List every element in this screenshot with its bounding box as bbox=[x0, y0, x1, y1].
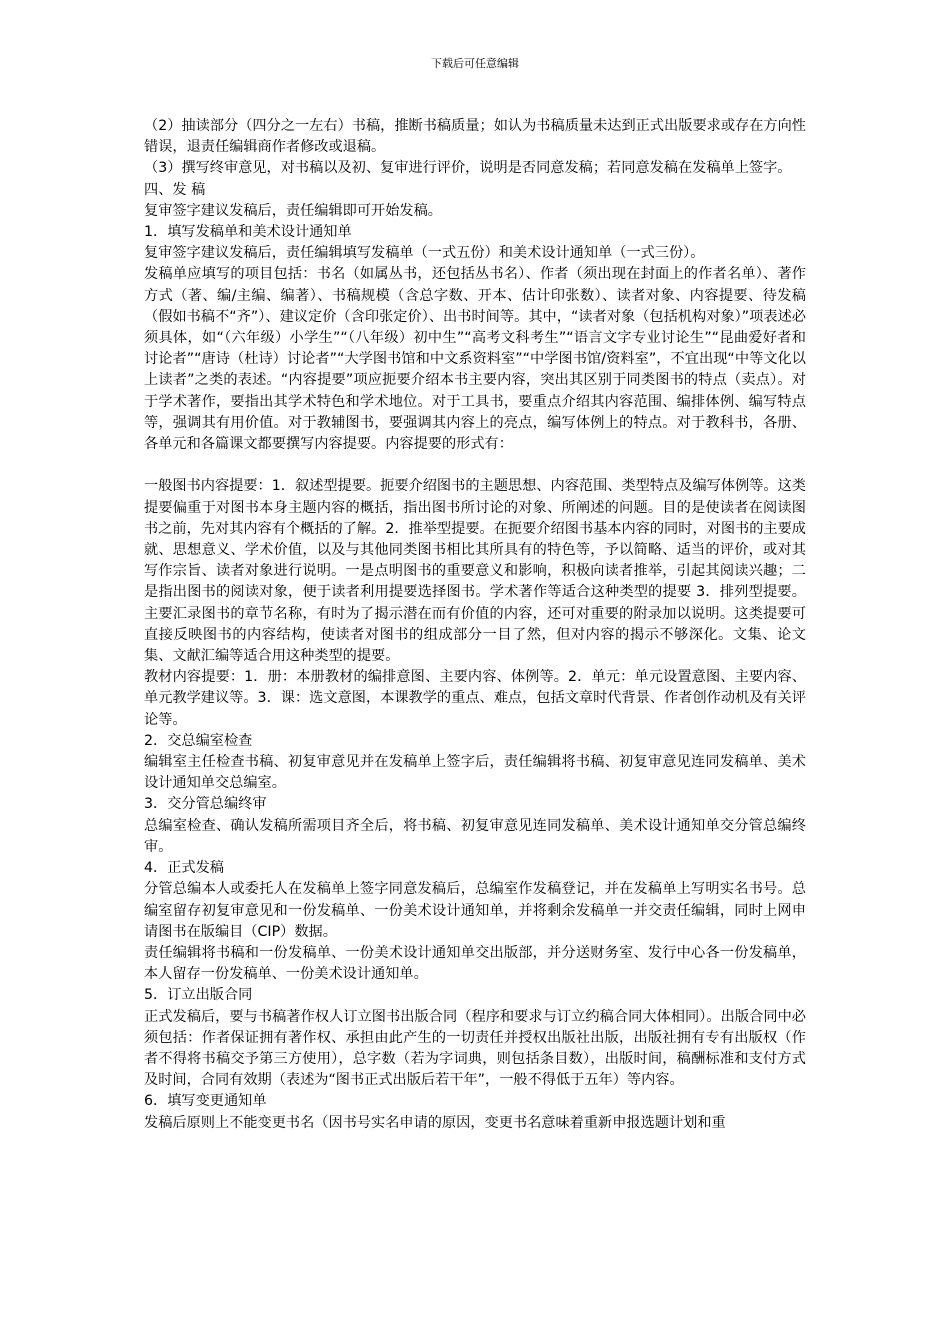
subsection-heading: 4．正式发稿 bbox=[144, 860, 224, 877]
paragraph: 教材内容提要：1．册：本册教材的编排意图、主要内容、体例等。2．单元：单元设置意图、主要内容、单元教学建议等。3．课：选文意图，本课教学的重点、难点，包括文章时代背景、作者创作动机及有关评论等。 bbox=[144, 669, 806, 728]
subsection-heading: 5．订立出版合同 bbox=[144, 987, 253, 1004]
paragraph: 一般图书内容提要：1．叙述型提要。扼要介绍图书的主题思想、内容范围、类型特点及编写体例等。这类提要偏重于对图书本身主题内容的概括，指出图书所讨论的对象、所阐述的问题。目的是使读者在阅读图书之前，先对其内容有个概括的了解。2．推举型提要。在扼要介绍图书基本内容的同时，对图书的主要成就、思想意义、学术价值，以及与其他同类图书相比其所具有的特色等，予以简略、适当的评价，或对其写作宗旨、读者对象进行说明。一是点明图书的重要意义和影响，积极向读者推举，引起其阅读兴趣；二是指出图书的阅读对象，便于读者利用提要选择图书。学术著作等适合这种类型的提要 3．排列型提要。主要汇录图书的章节名称，有时为了揭示潜在而有价值的内容，还可对重要的附录加以说明。这类提要可直接反映图书的内容结构，使读者对图书的组成部分一目了然，但对内容的揭示不够深化。文集、论文集、文献汇编等适合用这种类型的提要。 bbox=[144, 478, 806, 665]
paragraph: 正式发稿后，要与书稿著作权人订立图书出版合同（程序和要求与订立约稿合同大体相同）。出版合同中必须包括：作者保证拥有著作权、承担由此产生的一切责任并授权出版社出版，出版社拥有专有出版权（作者不得将书稿交予第三方使用），总字数（若为字词典，则包括条目数），出版时间，稿酬标准和支付方式及时间，合同有效期（表述为“图书正式出版后若干年”，一般不得低于五年）等内容。 bbox=[144, 1008, 806, 1089]
subsection-heading: 6．填写变更通知单 bbox=[144, 1093, 267, 1110]
page-header: 下载后可任意编辑 bbox=[431, 57, 519, 70]
section-heading: 四、发 稿 bbox=[144, 181, 206, 198]
paragraph: （2）抽读部分（四分之一左右）书稿，推断书稿质量；如认为书稿质量未达到正式出版要求或存在方向性错误，退责任编辑商作者修改或退稿。 bbox=[144, 118, 806, 156]
subsection-heading: 1．填写发稿单和美术设计通知单 bbox=[144, 224, 352, 241]
subsection-heading: 3．交分管总编终审 bbox=[144, 796, 267, 813]
paragraph: 编辑室主任检查书稿、初复审意见并在发稿单上签字后，责任编辑将书稿、初复审意见连同发稿单、美术设计通知单交总编室。 bbox=[144, 754, 806, 792]
paragraph: 复审签字建议发稿后，责任编辑即可开始发稿。 bbox=[144, 202, 442, 219]
paragraph: 复审签字建议发稿后，责任编辑填写发稿单（一式五份）和美术设计通知单（一式三份）。 bbox=[144, 245, 705, 262]
subsection-heading: 2．交总编室检查 bbox=[144, 732, 253, 749]
paragraph: 责任编辑将书稿和一份发稿单、一份美术设计通知单交出版部，并分送财务室、发行中心各一份发稿单，本人留存一份发稿单、一份美术设计通知单。 bbox=[144, 944, 806, 983]
paragraph: （3）撰写终审意见，对书稿以及初、复审进行评价，说明是否同意发稿；若同意发稿在发稿单上签字。 bbox=[144, 160, 792, 177]
paragraph: 发稿单应填写的项目包括：书名（如属丛书，还包括丛书名）、作者（须出现在封面上的作者名单）、著作方式（著、编/主编、编著）、书稿规模（含总字数、开本、估计印张数）、读者对象、内容提要、待发稿（假如书稿不“齐”）、建议定价（含印张定价）、出书时间等。其中，“读者对象（包括机构对象）”项表述必须具体，如“（六年级）小学生”“（八年级）初中生”“高考文科考生”“语言文字专业讨论生”“昆曲爱好者和讨论者”“唐诗（杜诗）讨论者”“大学图书馆和中文系资料室”“中学图书馆/资料室”，不宜出现“中等文化以上读者”之类的表述。“内容提要”项应扼要介绍本书主要内容，突出其区别于同类图书的特点（卖点）。对于学术著作，要指出其学术特色和学术地位。对于工具书，要重点介绍其内容范围、编排体例、编写特点等，强调其有用价值。对于教辅图书，要强调其内容上的亮点，编写体例上的特点。对于教科书，各册、各单元和各篇课文都要撰写内容提要。内容提要的形式有： bbox=[144, 266, 806, 453]
document-body bbox=[144, 116, 806, 1134]
paragraph: 发稿后原则上不能变更书名（因书号实名申请的原因，变更书名意味着重新申报选题计划和重 bbox=[144, 1114, 726, 1131]
paragraph: 分管总编本人或委托人在发稿单上签字同意发稿后，总编室作发稿登记，并在发稿单上写明实名书号。总编室留存初复审意见和一份发稿单、一份美术设计通知单，并将剩余发稿单一并交责任编辑，同时上网申请图书在版编目（CIP）数据。 bbox=[144, 881, 806, 940]
paragraph: 总编室检查、确认发稿所需项目齐全后，将书稿、初复审意见连同发稿单、美术设计通知单交分管总编终审。 bbox=[144, 817, 806, 855]
blank-line bbox=[144, 455, 806, 476]
